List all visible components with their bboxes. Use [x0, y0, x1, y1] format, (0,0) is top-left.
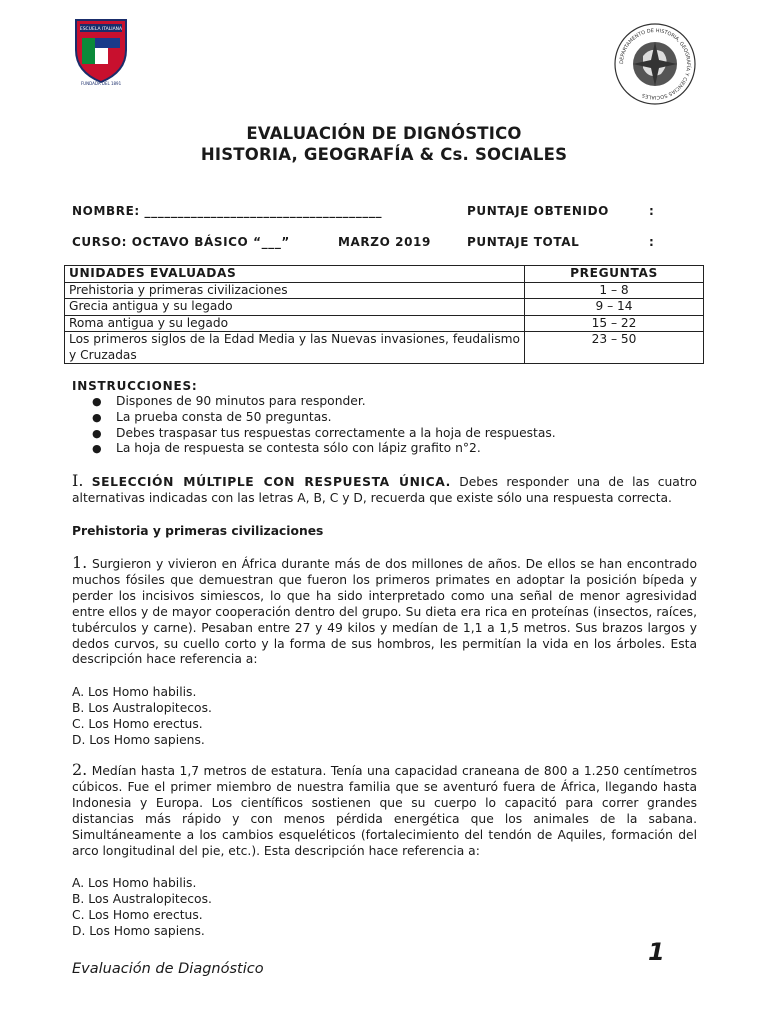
- bullet-icon: ●: [92, 442, 102, 456]
- unit-questions: 9 – 14: [525, 299, 704, 316]
- unit-name: Grecia antigua y su legado: [65, 299, 525, 316]
- section-numeral: I.: [72, 471, 84, 490]
- unit-questions: 15 – 22: [525, 315, 704, 332]
- units-table: [64, 265, 704, 364]
- table-row: [65, 282, 704, 299]
- question-1: [72, 555, 697, 668]
- unit-name: Los primeros siglos de la Edad Media y las Nuevas invasiones, feudalismo y Cruzadas: [65, 332, 525, 364]
- footer-title: Evaluación de Diagnóstico: [72, 961, 264, 977]
- unit-name: Roma antigua y su legado: [65, 315, 525, 332]
- puntaje-total-colon: :: [649, 235, 655, 249]
- bullet-icon: ●: [92, 410, 102, 424]
- table-header-questions: PREGUNTAS: [525, 266, 704, 283]
- option-a[interactable]: A. Los Homo habilis.: [72, 876, 197, 890]
- table-row: [65, 299, 704, 316]
- curso-field[interactable]: CURSO: OCTAVO BÁSICO “___”: [72, 235, 290, 249]
- unit-name: Prehistoria y primeras civilizaciones: [65, 282, 525, 299]
- page-subtitle: HISTORIA, GEOGRAFÍA & Cs. SOCIALES: [200, 145, 568, 164]
- table-header-units: UNIDADES EVALUADAS: [65, 266, 525, 283]
- option-a[interactable]: A. Los Homo habilis.: [72, 685, 197, 699]
- question-number: 1.: [72, 553, 88, 572]
- list-item: [72, 426, 556, 442]
- puntaje-obtenido-label: PUNTAJE OBTENIDO: [467, 204, 609, 218]
- page-title: EVALUACIÓN DE DIGNÓSTICO: [246, 124, 522, 143]
- table-header-row: [65, 266, 704, 283]
- department-seal-logo: [613, 22, 697, 106]
- table-row: [65, 315, 704, 332]
- bullet-icon: ●: [92, 426, 102, 440]
- instruction-text: La prueba consta de 50 preguntas.: [116, 409, 332, 424]
- school-crest-logo: [72, 16, 130, 86]
- instruction-text: Debes traspasar tus respuestas correctamente a la hoja de respuestas.: [116, 425, 556, 440]
- option-b[interactable]: B. Los Australopitecos.: [72, 891, 212, 906]
- page-number: 1: [648, 938, 665, 966]
- option-d[interactable]: D. Los Homo sapiens.: [72, 923, 205, 938]
- section-title: SELECCIÓN MÚLTIPLE CON RESPUESTA ÚNICA.: [91, 475, 451, 489]
- bullet-icon: ●: [92, 395, 102, 408]
- subsection-title: Prehistoria y primeras civilizaciones: [72, 524, 324, 538]
- instruction-text: La hoja de respuesta se contesta sólo con lápiz grafito n°2.: [116, 441, 481, 456]
- table-row: [65, 332, 704, 364]
- question-text: Surgieron y vivieron en África durante más de dos millones de años. De ellos se han encontrado muchos fósiles que demuestran que fueron los primeros primates en adoptar la posición bípeda y perder los incisivos simiescos, lo que ha sido interpretado como una señal de menor agresividad entre ellos y de mayor cooperación dentro del grupo. Su dieta era rica en proteínas (insectos, raíces, tubérculos y carne). Pesaban entre 27 y 49 kilos y medían de 1,1 a 1,5 metros. Sus brazos largos y dedos curvos, su cuello corto y la forma de sus hombros, les permitían la vida en los árboles. Esta descripción hace referencia a:: [72, 557, 697, 667]
- question-2-options: [72, 876, 212, 940]
- nombre-field[interactable]: NOMBRE: ____________________________________: [72, 204, 383, 218]
- section-instructions: Debes responder una de las cuatro alternativas indicadas con las letras A, B, C y D, recuerda que existe sólo una respuesta correcta.: [72, 475, 697, 505]
- instruction-text: Dispones de 90 minutos para responder.: [116, 394, 366, 408]
- puntaje-obtenido-colon: :: [649, 204, 655, 218]
- instructions-list: [72, 394, 556, 457]
- list-item: [72, 410, 556, 426]
- option-d[interactable]: D. Los Homo sapiens.: [72, 732, 205, 747]
- instructions-heading: INSTRUCCIONES:: [72, 379, 198, 393]
- list-item: [72, 441, 556, 457]
- option-c[interactable]: C. Los Homo erectus.: [72, 907, 203, 922]
- question-number: 2.: [72, 760, 88, 779]
- list-item: [72, 394, 556, 410]
- crest-bottom-text: FUNDADA DEL 1891: [80, 81, 122, 86]
- unit-questions: 23 – 50: [525, 332, 704, 364]
- section-1-intro: [72, 473, 697, 507]
- option-b[interactable]: B. Los Australopitecos.: [72, 700, 212, 715]
- option-c[interactable]: C. Los Homo erectus.: [72, 716, 203, 731]
- question-1-options: [72, 685, 212, 749]
- exam-date: MARZO 2019: [338, 235, 431, 249]
- puntaje-total-label: PUNTAJE TOTAL: [467, 235, 580, 249]
- seal-ring-text: DEPARTAMENTO DE HISTORIA, GEOGRAFÍA Y CIENCIAS SOCIALES: [618, 27, 692, 101]
- question-text: Medían hasta 1,7 metros de estatura. Tenía una capacidad craneana de 800 a 1.250 centímetros cúbicos. Fue el primer miembro de nuestra familia que se aventuró fuera de África, llegando hasta Indonesia y Europa. Los científicos sostienen que su cuerpo lo capacitó para correr grandes distancias más rápido y con menos pérdida energética que los animales de la sabana. Simultáneamente a los cambios esqueléticos (fortalecimiento del tendón de Aquiles, formación del arco longitudinal del pie, etc.). Esta descripción hace referencia a:: [72, 764, 697, 858]
- crest-top-text: ESCUELA ITALIANA: [79, 27, 123, 32]
- unit-questions: 1 – 8: [525, 282, 704, 299]
- question-2: [72, 762, 697, 859]
